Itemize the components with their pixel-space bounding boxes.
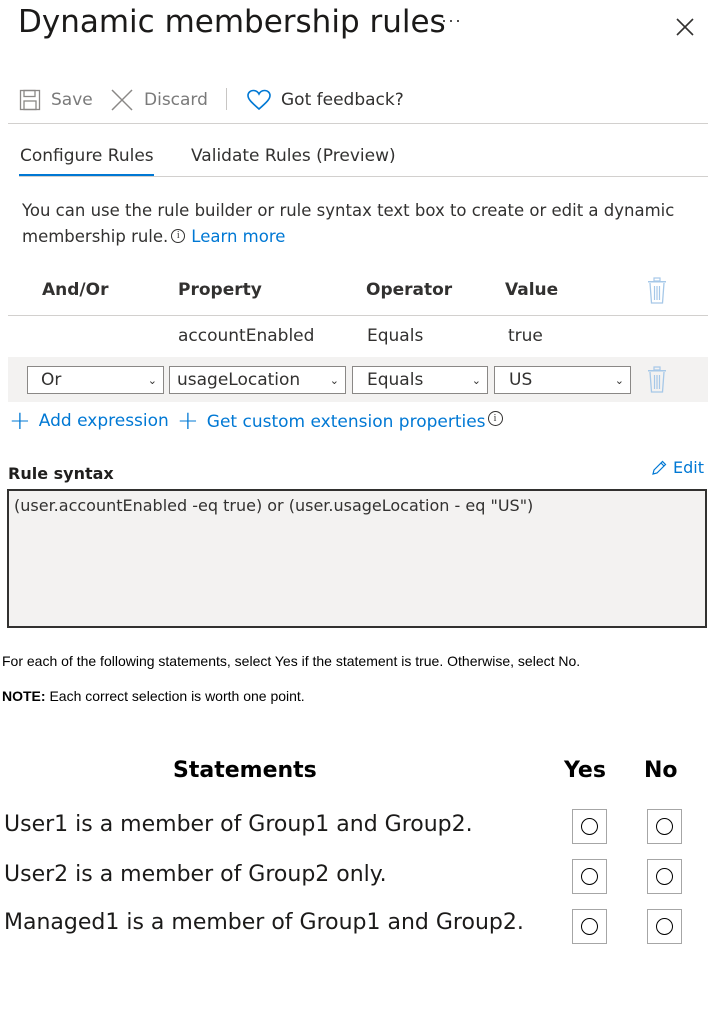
and-or-dropdown[interactable] bbox=[27, 366, 164, 394]
delete-row-icon[interactable] bbox=[646, 366, 668, 394]
toolbar-divider bbox=[226, 88, 227, 110]
statement-3: Managed1 is a member of Group1 and Group2. bbox=[4, 910, 524, 935]
column-header-property: Property bbox=[178, 280, 262, 300]
statement-1: User1 is a member of Group1 and Group2. bbox=[4, 812, 473, 837]
add-expression-label: Add expression bbox=[38, 411, 169, 431]
tab-configure-rules[interactable]: Configure Rules bbox=[20, 146, 154, 166]
chevron-down-icon: ⌄ bbox=[614, 373, 624, 387]
discard-icon bbox=[110, 88, 134, 112]
save-button[interactable] bbox=[19, 86, 93, 114]
question-note bbox=[2, 688, 305, 704]
statements-header: Statements bbox=[173, 758, 317, 783]
save-icon bbox=[19, 89, 41, 111]
row1-value: true bbox=[508, 326, 543, 346]
radio-circle-icon bbox=[656, 868, 673, 885]
edit-button[interactable] bbox=[651, 458, 704, 477]
row1-operator: Equals bbox=[367, 326, 424, 346]
rule-syntax-label: Rule syntax bbox=[8, 464, 114, 483]
operator-value: Equals bbox=[367, 370, 424, 390]
statement-1-yes-radio[interactable] bbox=[572, 809, 607, 844]
discard-button[interactable] bbox=[110, 86, 208, 114]
operator-dropdown[interactable] bbox=[352, 366, 488, 394]
learn-more-link[interactable]: Learn more bbox=[191, 227, 286, 246]
statement-3-no-radio[interactable] bbox=[647, 909, 682, 944]
description bbox=[22, 198, 682, 250]
plus-icon: + bbox=[177, 406, 199, 436]
plus-icon: + bbox=[9, 406, 31, 436]
feedback-button[interactable] bbox=[247, 86, 404, 114]
pencil-icon bbox=[651, 460, 667, 476]
toolbar-divider-line bbox=[8, 123, 708, 124]
value-dropdown[interactable] bbox=[494, 366, 631, 394]
info-icon[interactable]: i bbox=[488, 411, 503, 426]
discard-label: Discard bbox=[144, 90, 208, 110]
column-header-and-or: And/Or bbox=[42, 280, 109, 300]
radio-circle-icon bbox=[656, 818, 673, 835]
tab-divider-line bbox=[19, 176, 708, 177]
row1-property: accountEnabled bbox=[178, 326, 315, 346]
save-label: Save bbox=[51, 90, 93, 110]
more-options-button[interactable]: ··· bbox=[441, 10, 462, 30]
note-label: NOTE: bbox=[2, 688, 46, 704]
yes-header: Yes bbox=[564, 758, 606, 783]
feedback-label: Got feedback? bbox=[281, 90, 404, 110]
chevron-down-icon: ⌄ bbox=[471, 373, 481, 387]
info-icon[interactable]: i bbox=[171, 229, 185, 243]
table-divider-line bbox=[8, 315, 708, 316]
question-instructions: For each of the following statements, select Yes if the statement is true. Otherwise, select No. bbox=[2, 653, 581, 669]
close-icon[interactable] bbox=[674, 16, 696, 38]
statement-1-no-radio[interactable] bbox=[647, 809, 682, 844]
heart-icon bbox=[247, 89, 271, 111]
property-dropdown[interactable] bbox=[169, 366, 346, 394]
edit-label: Edit bbox=[673, 458, 704, 477]
column-header-value: Value bbox=[505, 280, 559, 300]
delete-all-icon[interactable] bbox=[646, 277, 668, 305]
get-custom-extension-label: Get custom extension properties bbox=[206, 411, 486, 432]
radio-circle-icon bbox=[581, 918, 598, 935]
statement-3-yes-radio[interactable] bbox=[572, 909, 607, 944]
page-title: Dynamic membership rules bbox=[18, 4, 446, 40]
statement-2: User2 is a member of Group2 only. bbox=[4, 862, 387, 887]
chevron-down-icon: ⌄ bbox=[329, 373, 339, 387]
statement-2-yes-radio[interactable] bbox=[572, 859, 607, 894]
radio-circle-icon bbox=[581, 818, 598, 835]
value-value: US bbox=[509, 370, 533, 390]
no-header: No bbox=[644, 758, 678, 783]
note-text: Each correct selection is worth one point. bbox=[45, 688, 305, 704]
and-or-value: Or bbox=[41, 370, 62, 390]
description-text: You can use the rule builder or rule syntax text box to create or edit a dynamic membership rule. bbox=[22, 201, 675, 246]
radio-circle-icon bbox=[581, 868, 598, 885]
rule-syntax-textbox[interactable]: (user.accountEnabled -eq true) or (user.usageLocation - eq "US") bbox=[7, 489, 707, 628]
tab-validate-rules[interactable]: Validate Rules (Preview) bbox=[191, 146, 396, 166]
statement-2-no-radio[interactable] bbox=[647, 859, 682, 894]
column-header-operator: Operator bbox=[366, 280, 453, 300]
chevron-down-icon: ⌄ bbox=[147, 373, 157, 387]
radio-circle-icon bbox=[656, 918, 673, 935]
property-value: usageLocation bbox=[177, 370, 301, 390]
add-expression-button[interactable] bbox=[9, 408, 169, 434]
get-custom-extension-button[interactable] bbox=[177, 408, 503, 434]
